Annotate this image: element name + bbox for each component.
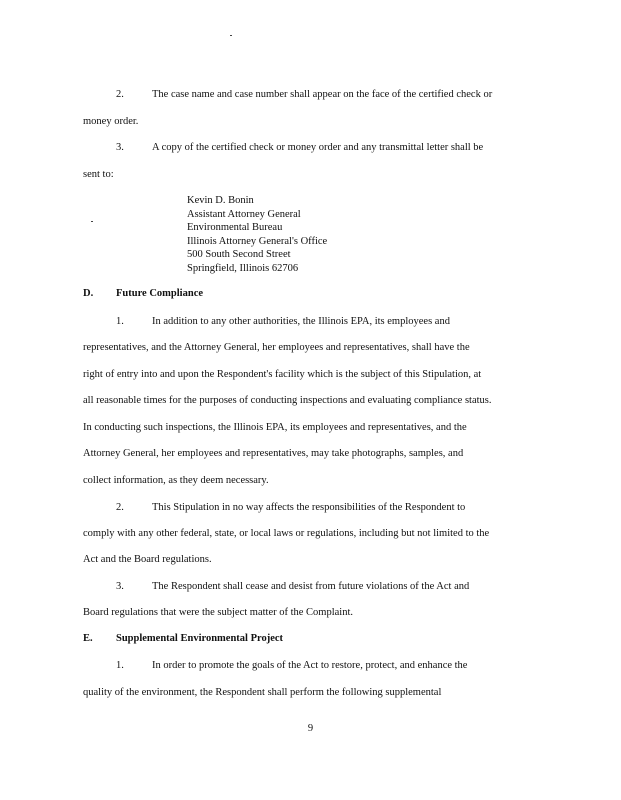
address-bureau: Environmental Bureau — [187, 222, 283, 234]
mailing-address — [187, 194, 327, 276]
address-city: Springfield, Illinois 62706 — [187, 262, 299, 274]
paragraph-line: In addition to any other authorities, the Illinois EPA, its employees and — [152, 316, 450, 327]
paragraph-line: The case name and case number shall appear on the face of the certified check or — [152, 89, 493, 100]
paragraph-line: This Stipulation in no way affects the responsibilities of the Respondent to — [152, 502, 466, 513]
paragraph-line: all reasonable times for the purposes of conducting inspections and evaluating compliance status. — [83, 395, 492, 406]
scan-speck — [91, 221, 93, 222]
section-title: Future Compliance — [116, 288, 204, 299]
paragraph-line: money order. — [83, 116, 139, 127]
section-letter: D. — [83, 288, 94, 299]
paragraph-line: In order to promote the goals of the Act to restore, protect, and enhance the — [152, 660, 468, 671]
paragraph-line: Attorney General, her employees and representatives, may take photographs, samples, and — [83, 448, 464, 459]
paragraph-number: 1. — [116, 660, 124, 671]
paragraph-number: 3. — [116, 142, 124, 153]
address-name: Kevin D. Bonin — [187, 195, 254, 206]
address-title: Assistant Attorney General — [187, 208, 301, 220]
address-office: Illinois Attorney General's Office — [187, 235, 328, 247]
paragraph-line: Board regulations that were the subject matter of the Complaint. — [83, 607, 354, 618]
paragraph-number: 3. — [116, 581, 124, 592]
address-street: 500 South Second Street — [187, 249, 291, 261]
paragraph-line: representatives, and the Attorney General, her employees and representatives, shall have the — [83, 342, 470, 353]
paragraph-line: quality of the environment, the Respondent shall perform the following supplemental — [83, 687, 442, 698]
paragraph-number: 2. — [116, 502, 124, 513]
paragraph-line: A copy of the certified check or money order and any transmittal letter shall be — [152, 142, 484, 153]
section-letter: E. — [83, 633, 93, 644]
paragraph-line: collect information, as they deem necessary. — [83, 475, 269, 486]
paragraph-line: The Respondent shall cease and desist from future violations of the Act and — [152, 581, 470, 592]
paragraph-line: right of entry into and upon the Respondent's facility which is the subject of this Stipulation, at — [83, 369, 482, 380]
paragraph-number: 2. — [116, 89, 124, 100]
paragraph-number: 1. — [116, 316, 124, 327]
scan-speck — [230, 35, 232, 36]
paragraph-line: comply with any other federal, state, or local laws or regulations, including but not limited to the — [83, 528, 490, 539]
paragraph-line: In conducting such inspections, the Illinois EPA, its employees and representatives, and the — [83, 422, 467, 433]
page-number: 9 — [307, 723, 314, 734]
section-title: Supplemental Environmental Project — [116, 633, 284, 644]
paragraph-line: sent to: — [83, 169, 114, 180]
paragraph-line: Act and the Board regulations. — [83, 554, 212, 565]
